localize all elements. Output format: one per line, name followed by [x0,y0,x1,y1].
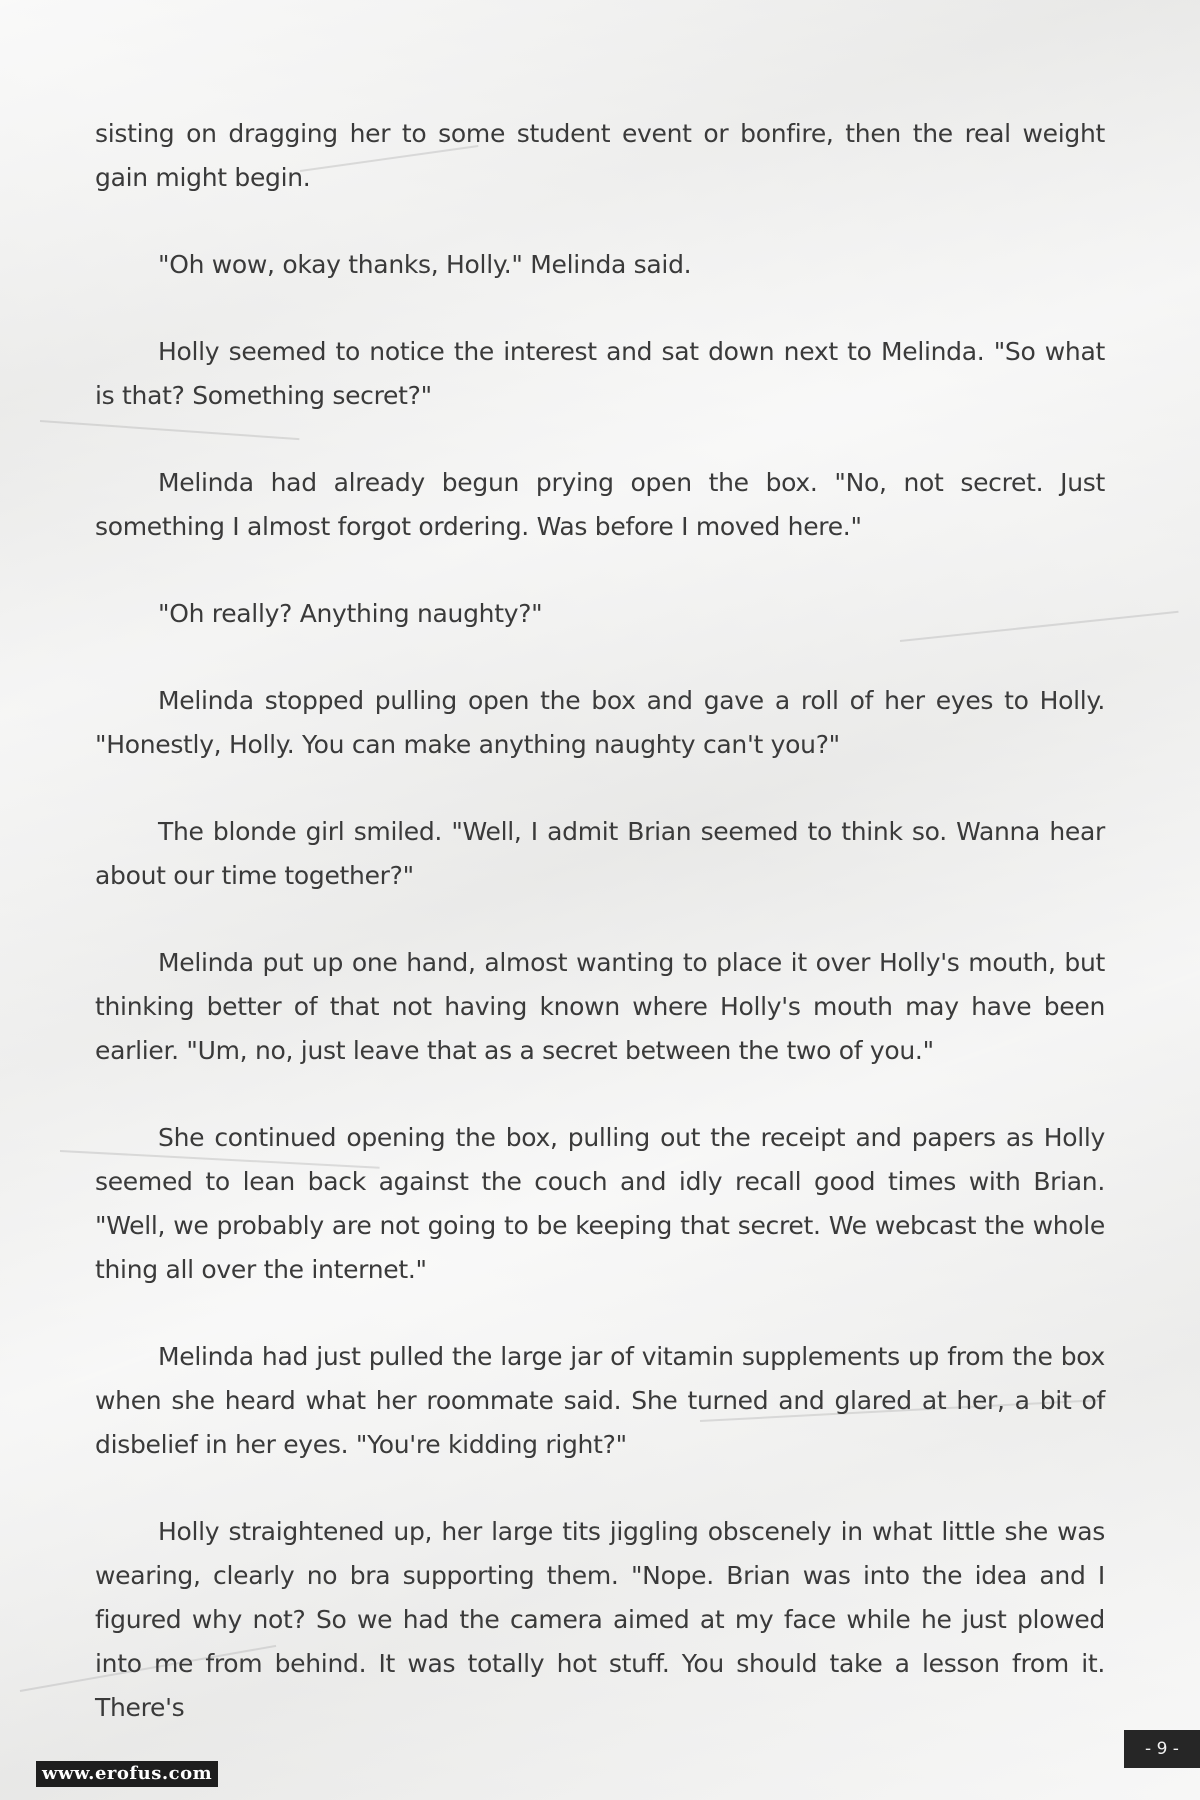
paragraph: Melinda put up one hand, almost wanting to place it over Holly's mouth, but thinking better of that not having known where Holly's mouth may have been earlier. "Um, no, just leave that as a secret between the two of you." [95,948,1105,1065]
page-number: - 9 - [1124,1730,1200,1768]
paragraph: The blonde girl smiled. "Well, I admit Brian seemed to think so. Wanna hear about our time together?" [95,817,1105,890]
paragraph: Holly seemed to notice the interest and sat down next to Melinda. "So what is that? Something secret?" [95,337,1105,410]
paragraph: Melinda had already begun prying open the box. "No, not secret. Just something I almost forgot ordering. Was before I moved here." [95,468,1105,541]
story-text [95,112,1105,1730]
paragraph: Melinda stopped pulling open the box and gave a roll of her eyes to Holly. "Honestly, Holly. You can make anything naughty can't you?" [95,686,1105,759]
paragraph: "Oh really? Anything naughty?" [158,599,543,628]
paragraph: She continued opening the box, pulling out the receipt and papers as Holly seemed to lean back against the couch and idly recall good times with Brian. "Well, we probably are not going to be keeping that secret. We webcast the whole thing all over the internet." [95,1123,1105,1284]
watermark: www.erofus.com [36,1761,218,1787]
paragraph: sisting on dragging her to some student event or bonfire, then the real weight gain might begin. [95,119,1105,192]
paragraph: Holly straightened up, her large tits jiggling obscenely in what little she was wearing, clearly no bra supporting them. "Nope. Brian was into the idea and I figured why not? So we had the camera aimed at my face while he just plowed into me from behind. It was totally hot stuff. You should take a lesson from it. There's [95,1517,1105,1722]
paragraph: Melinda had just pulled the large jar of vitamin supplements up from the box when she heard what her roommate said. She turned and glared at her, a bit of disbelief in her eyes. "You're kidding right?" [95,1342,1105,1459]
paragraph: "Oh wow, okay thanks, Holly." Melinda said. [158,250,692,279]
